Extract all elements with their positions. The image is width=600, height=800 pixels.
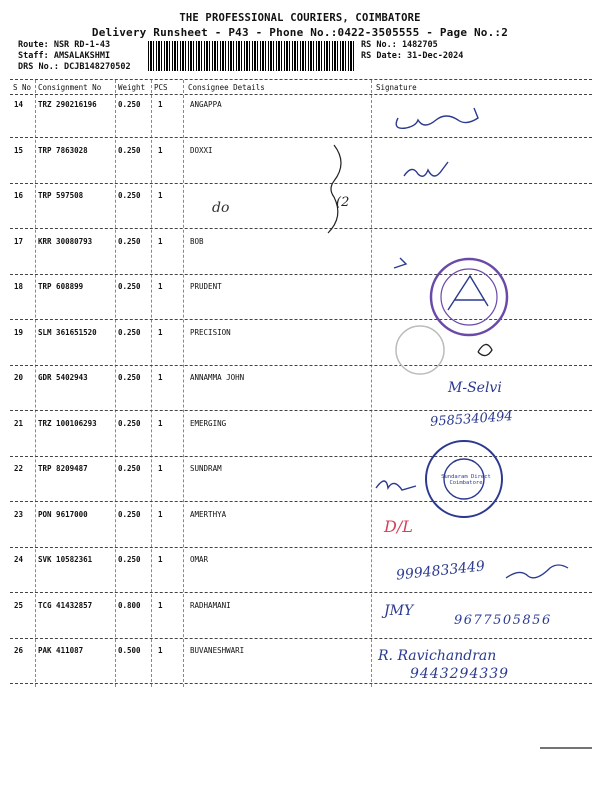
row-sno: 22 bbox=[14, 464, 24, 473]
barcode bbox=[148, 41, 356, 71]
row-consignment: KRR 30080793 bbox=[38, 237, 93, 246]
table-row bbox=[0, 100, 600, 140]
row-consignee: BOB bbox=[190, 237, 204, 246]
row-pcs: 1 bbox=[158, 419, 163, 428]
row-rule bbox=[10, 683, 592, 684]
phone-row-24: 9994833449 bbox=[395, 558, 486, 584]
row-weight: 0.250 bbox=[118, 237, 141, 246]
row-consignment: TRP 8209487 bbox=[38, 464, 88, 473]
table-row bbox=[0, 282, 600, 322]
row-consignment: PON 9617000 bbox=[38, 510, 88, 519]
row-consignment: TRP 7863028 bbox=[38, 146, 88, 155]
row-rule bbox=[10, 501, 592, 502]
row-consignee: EMERGING bbox=[190, 419, 227, 428]
row-pcs: 1 bbox=[158, 191, 163, 200]
row-pcs: 1 bbox=[158, 237, 163, 246]
route-label: Route: NSR RD-1-43 bbox=[18, 40, 111, 50]
row-pcs: 1 bbox=[158, 282, 163, 291]
row-pcs: 1 bbox=[158, 328, 163, 337]
row-rule bbox=[10, 228, 592, 229]
row-weight: 0.250 bbox=[118, 464, 141, 473]
row-consignee: OMAR bbox=[190, 555, 209, 564]
row-sno: 25 bbox=[14, 601, 24, 610]
row-pcs: 1 bbox=[158, 373, 163, 382]
row-rule bbox=[10, 456, 592, 457]
row-pcs: 1 bbox=[158, 646, 163, 655]
row-weight: 0.500 bbox=[118, 646, 141, 655]
row-consignment: TRZ 290216196 bbox=[38, 100, 97, 109]
table-row bbox=[0, 237, 600, 277]
row-weight: 0.250 bbox=[118, 555, 141, 564]
row-rule bbox=[10, 365, 592, 366]
row-consignee: ANGAPPA bbox=[190, 100, 222, 109]
row-rule bbox=[10, 592, 592, 593]
ditto-mark: do bbox=[212, 200, 230, 216]
stamp-text: Sundaram Direct Coimbatore bbox=[441, 474, 491, 486]
signature-row-25: JMY bbox=[384, 603, 414, 619]
row-consignee: BUVANESHWARI bbox=[190, 646, 245, 655]
header-top-rule bbox=[10, 79, 592, 80]
header-bottom-rule bbox=[10, 94, 592, 95]
col-consignment: Consignment No bbox=[38, 83, 102, 92]
signature-row-23: D/L bbox=[384, 517, 413, 536]
name-row-26: R. Ravichandran bbox=[378, 648, 497, 664]
table-row bbox=[0, 510, 600, 550]
col-sno: S No bbox=[13, 83, 32, 92]
row-consignee: DOXXI bbox=[190, 146, 213, 155]
row-weight: 0.250 bbox=[118, 191, 141, 200]
row-pcs: 1 bbox=[158, 601, 163, 610]
row-pcs: 1 bbox=[158, 146, 163, 155]
table-row bbox=[0, 646, 600, 686]
row-pcs: 1 bbox=[158, 464, 163, 473]
staff-label: Staff: AMSALAKSHMI bbox=[18, 51, 111, 61]
row-weight: 0.250 bbox=[118, 373, 141, 382]
row-sno: 26 bbox=[14, 646, 24, 655]
row-pcs: 1 bbox=[158, 510, 163, 519]
row-sno: 21 bbox=[14, 419, 24, 428]
row-weight: 0.250 bbox=[118, 146, 141, 155]
table-row bbox=[0, 464, 600, 504]
phone-row-25: 9677505856 bbox=[454, 613, 552, 628]
table-row bbox=[0, 419, 600, 459]
row-sno: 24 bbox=[14, 555, 24, 564]
row-weight: 0.250 bbox=[118, 419, 141, 428]
row-sno: 20 bbox=[14, 373, 24, 382]
signature-row-20: M-Selvi bbox=[448, 380, 502, 396]
row-consignment: TRP 608899 bbox=[38, 282, 84, 291]
row-consignment: SVK 10582361 bbox=[38, 555, 93, 564]
row-consignee: PRECISION bbox=[190, 328, 231, 337]
count-mark: (2 bbox=[336, 195, 350, 210]
row-consignee: PRUDENT bbox=[190, 282, 222, 291]
table-row bbox=[0, 328, 600, 368]
row-sno: 15 bbox=[14, 146, 24, 155]
rs-date: RS Date: 31-Dec-2024 bbox=[361, 51, 464, 61]
row-consignee: SUNDRAM bbox=[190, 464, 222, 473]
row-rule bbox=[10, 274, 592, 275]
row-consignee: RADHAMANI bbox=[190, 601, 231, 610]
row-consignment: TCG 41432857 bbox=[38, 601, 93, 610]
row-weight: 0.250 bbox=[118, 328, 141, 337]
row-consignee: ANNAMMA JOHN bbox=[190, 373, 245, 382]
row-sno: 16 bbox=[14, 191, 24, 200]
phone-row-21: 9585340494 bbox=[429, 409, 514, 430]
col-signature: Signature bbox=[376, 83, 417, 92]
row-rule bbox=[10, 547, 592, 548]
row-sno: 19 bbox=[14, 328, 24, 337]
row-weight: 0.250 bbox=[118, 510, 141, 519]
row-sno: 17 bbox=[14, 237, 24, 246]
row-weight: 0.250 bbox=[118, 100, 141, 109]
page-subtitle: Delivery Runsheet - P43 - Phone No.:0422-3505555 - Page No.:2 bbox=[91, 26, 509, 39]
row-consignment: SLM 361651520 bbox=[38, 328, 97, 337]
col-consignee: Consignee Details bbox=[188, 83, 265, 92]
row-pcs: 1 bbox=[158, 555, 163, 564]
phone-row-26: 9443294339 bbox=[410, 666, 510, 682]
row-sno: 18 bbox=[14, 282, 24, 291]
row-rule bbox=[10, 183, 592, 184]
row-rule bbox=[10, 137, 592, 138]
row-rule bbox=[10, 319, 592, 320]
row-consignment: TRZ 100106293 bbox=[38, 419, 97, 428]
table-row bbox=[0, 191, 600, 231]
table-row bbox=[0, 555, 600, 595]
row-consignee: AMERTHYA bbox=[190, 510, 227, 519]
col-weight: Weight bbox=[118, 83, 146, 92]
drs-label: DRS No.: DCJB148270502 bbox=[18, 62, 131, 72]
page-title: THE PROFESSIONAL COURIERS, COIMBATORE bbox=[179, 12, 421, 24]
row-rule bbox=[10, 638, 592, 639]
rs-number: RS No.: 1482705 bbox=[361, 40, 438, 50]
row-sno: 23 bbox=[14, 510, 24, 519]
row-weight: 0.250 bbox=[118, 282, 141, 291]
row-consignment: PAK 411087 bbox=[38, 646, 84, 655]
col-pcs: PCS bbox=[154, 83, 168, 92]
table-row bbox=[0, 146, 600, 186]
table-row bbox=[0, 373, 600, 413]
row-consignment: TRP 597508 bbox=[38, 191, 84, 200]
row-consignment: GDR 5402943 bbox=[38, 373, 88, 382]
row-sno: 14 bbox=[14, 100, 24, 109]
row-pcs: 1 bbox=[158, 100, 163, 109]
row-weight: 0.800 bbox=[118, 601, 141, 610]
